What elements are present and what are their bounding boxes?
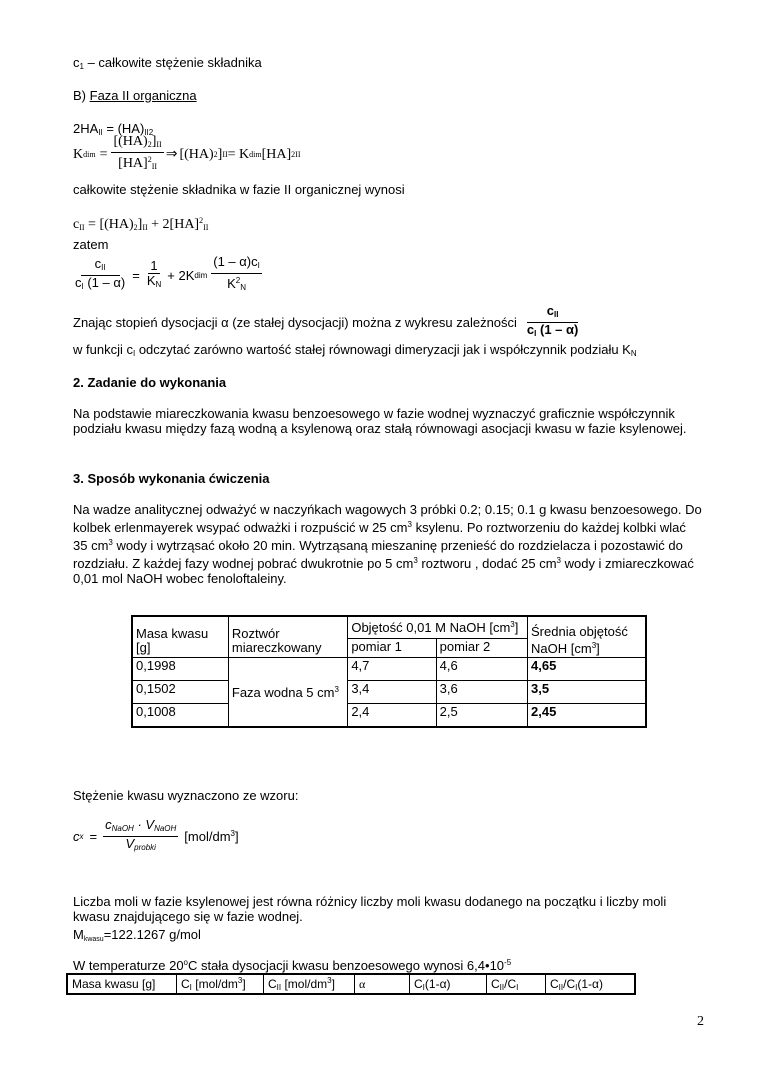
function-line-b-sub: N (630, 349, 637, 358)
concentration-text: Stężenie kwasu wyznaczono ze wzoru: (73, 788, 299, 803)
eq2-rhs-sub2: II (222, 150, 228, 159)
eq5-unit-text: [mol/dm (184, 829, 231, 844)
results-header-row (67, 974, 635, 994)
eq4-frac1 (73, 257, 127, 294)
results-c5-sub: I (422, 982, 425, 992)
eq3-c-sub: II (79, 223, 85, 232)
cell-measure-1: 4,7 (348, 658, 436, 681)
cell-measure-2: 3,6 (436, 681, 527, 704)
eq4-frac3-den (225, 274, 248, 295)
results-col-mass: Masa kwasu [g] (67, 974, 177, 994)
results-col-alpha: α (355, 974, 410, 994)
header-average (528, 616, 646, 658)
header-average-text: Średnia objętość NaOH [cm (531, 624, 628, 656)
temp-c: 10 (489, 958, 505, 973)
results-c7-sub2: I (575, 982, 578, 992)
header-measure-2: pomiar 2 (436, 639, 527, 658)
eq1-lhs-sub: II (98, 128, 103, 137)
eq5-numerator (103, 818, 178, 837)
temp-b: C stała dysocjacji kwasu benzoesowego wynosi 6,4 (188, 958, 485, 973)
temp-dot: • (485, 958, 490, 973)
knowing-line (73, 304, 580, 341)
knowing-den (525, 323, 580, 341)
table-row (132, 704, 646, 727)
eq4-frac3-num (211, 255, 262, 274)
eq2-num-a: [(HA) (113, 134, 148, 149)
eq1-rhs: = (HA) (102, 121, 145, 136)
c1-symbol: c (73, 55, 80, 70)
results-c5-c: C (414, 976, 423, 991)
header-measure-1: pomiar 1 (348, 639, 436, 658)
eq4-d3: K (227, 276, 236, 291)
cell-average: 4,65 (528, 658, 646, 681)
eq4-d3-sup: 2 (235, 276, 241, 285)
eq5-num-v: V (145, 817, 155, 832)
eq4-d2-sub: N (155, 279, 162, 289)
eq2-rhs-sub: 2 (213, 150, 218, 159)
titration-table (131, 615, 647, 728)
temp-a-sup: o (183, 958, 188, 967)
eq2-den: [HA] (118, 156, 148, 171)
knowing-text: Znając stopień dysocjacji α (ze stałej dysocjacji) można z wykresu zależności (73, 315, 517, 330)
eq2-rhs-sup: 2 (291, 150, 296, 159)
results-c6-sub: II (499, 982, 505, 992)
section-b-heading (73, 88, 197, 103)
function-line-b: odczytać zarówno wartość stałej równowagi dimeryzacji jak i współczynnik podziału K (135, 342, 631, 357)
c1-definition (73, 55, 262, 71)
eq1-lhs: 2HA (73, 121, 99, 136)
results-ci-sub: I (189, 983, 192, 992)
procedure-b: ksylenu. Po roztworzeniu do każdej kolbki wlać 35 cm (73, 520, 686, 553)
eq2-denominator (116, 153, 159, 174)
eq4-frac2-den (145, 274, 163, 292)
eq2-k: K (73, 146, 84, 162)
eq3-t3-sub: II (203, 223, 209, 232)
eq5-unit-end: ] (234, 829, 239, 844)
zatem-text: zatem (73, 237, 109, 252)
header-average-end: ] (596, 641, 600, 656)
table-header-row (132, 616, 646, 639)
equation-kdim (73, 135, 301, 174)
eq4-n1-sub: II (101, 262, 106, 272)
eq2-rhs-d: [HA] (261, 146, 292, 162)
results-col-ci-alpha (410, 974, 487, 994)
knowing-num-sub: II (554, 310, 559, 319)
eq5-equals: = (89, 829, 98, 844)
temperature-line (73, 958, 511, 973)
results-col-cii (264, 974, 355, 994)
results-cii-c: C (268, 977, 277, 991)
molar-rest: =122.1267 g/mol (103, 927, 201, 942)
eq2-den-sup: 2 (147, 155, 152, 164)
procedure-a-sup: 3 (407, 520, 412, 529)
molar-mass-line (73, 927, 201, 943)
cell-phase (228, 658, 347, 727)
results-col-ci (177, 974, 264, 994)
eq3-t2: ] (137, 217, 143, 232)
eq4-n1: c (94, 255, 102, 271)
procedure-d-sup: 3 (556, 556, 561, 565)
eq3-t1-sub: 2 (133, 223, 138, 232)
results-c6-c: C (491, 976, 500, 991)
function-line-a: w funkcji c (73, 342, 133, 357)
cell-average: 2,45 (528, 704, 646, 727)
results-c7-c: C (550, 976, 559, 991)
eq3-c: c (73, 217, 80, 232)
header-volume (348, 616, 528, 639)
eq4-d1-sub: I (81, 281, 84, 291)
results-ci-end: ] (242, 977, 246, 991)
total-concentration-text: całkowite stężenie składnika w fazie II organicznej wynosi (73, 182, 405, 197)
eq3-t3: + 2[HA] (147, 217, 200, 232)
heading-task: 2. Zadanie do wykonania (73, 375, 227, 390)
results-c6-sub2: I (516, 982, 519, 992)
cell-measure-2: 2,5 (436, 704, 527, 727)
eq2-rhs-b: ] (217, 146, 223, 162)
results-c7-mid: /C (563, 976, 576, 991)
results-ci-rest: [mol/dm (191, 977, 238, 991)
results-c6-mid: /C (504, 976, 517, 991)
eq2-k-sub: dim (83, 150, 96, 159)
eq5-unit-sup: 3 (230, 829, 235, 838)
results-c7-rest: (1-α) (577, 976, 603, 991)
function-line (73, 342, 637, 358)
knowing-num (527, 304, 579, 323)
results-cii-sub: II (276, 983, 282, 992)
eq5-den-v: V (125, 836, 135, 851)
eq2-equals: = (99, 146, 108, 162)
procedure-a: Na wadze analitycznej odważyć w naczyńkach wagowych 3 próbki 0.2; 0.15; 0.1 g kwasu benzoesowego. Do kolbek erlenmayerek wsypać odważki i rozpuścić w 25 cm (73, 502, 702, 535)
header-average-sup: 3 (591, 641, 597, 650)
c1-subscript: 1 (79, 62, 84, 71)
eq4-plus: + 2K (167, 267, 195, 283)
procedure-e: wody i zmiareczkować 0,01 mol NaOH wobec fenoloftaleiny. (73, 556, 694, 586)
eq4-d2: K (146, 272, 156, 288)
table-row (132, 658, 646, 681)
implies-icon: ⇒ (165, 147, 178, 162)
eq2-rhs-a: [(HA) (179, 146, 214, 162)
eq5-cx: c (73, 829, 80, 844)
eq3-t3-sup: 2 (199, 216, 204, 225)
header-solution: Roztwór miareczkowany (228, 616, 347, 658)
results-c7-sub: II (558, 982, 564, 992)
eq5-num-v-sub: NaOH (154, 824, 177, 833)
results-ci-sup: 3 (237, 976, 243, 985)
eq5-num-c: c (105, 817, 112, 832)
heading-procedure: 3. Sposób wykonania ćwiczenia (73, 471, 270, 486)
moles-paragraph: Liczba moli w fazie ksylenowej jest równa różnicy liczby moli kwasu dodanego na początku i liczby moli kwasu znajdującego się w fazie wodnej. (73, 894, 667, 924)
cell-mass: 0,1008 (132, 704, 228, 727)
eq4-equals: = (132, 267, 140, 283)
eq2-rhs-sub4: II (295, 150, 301, 159)
results-col-ratio-alpha (546, 974, 636, 994)
eq1-rhs-sub: II2 (144, 128, 154, 137)
procedure-c-sup: 3 (413, 556, 418, 565)
cell-measure-1: 2,4 (348, 704, 436, 727)
knowing-den-c: c (526, 322, 535, 337)
header-volume-end: ] (514, 620, 519, 635)
results-table (66, 973, 636, 995)
results-cii-rest: [mol/dm (281, 977, 328, 991)
eq5-denominator (123, 837, 157, 855)
procedure-d: roztworu , dodać 25 cm (417, 556, 557, 571)
eq3-t1: = [(HA) (84, 217, 134, 232)
cell-phase-sup: 3 (334, 685, 339, 695)
eq5-den-v-sub: probki (134, 843, 156, 852)
eq5-num-c-sub: NaOH (111, 824, 134, 833)
cell-measure-2: 4,6 (436, 658, 527, 681)
eq2-numerator (111, 135, 163, 153)
cell-average: 3,5 (528, 681, 646, 704)
table-row (132, 681, 646, 704)
eq2-den-sub: II (151, 162, 158, 171)
results-ci-c: C (181, 977, 190, 991)
equation-concentration (73, 818, 239, 855)
temp-a: W temperaturze 20 (73, 958, 184, 973)
knowing-den-sub: I (534, 329, 537, 338)
eq4-d1b: (1 – α) (83, 274, 126, 290)
procedure-c: wody i wytrząsać około 20 min. Wytrząsaną mieszaninę przenieść do rozdzielacza i pozostawić do rozdziału. Z każdej fazy wodnej pobrać dwukrotnie po 5 cm (73, 538, 683, 571)
eq4-n3-sub: I (257, 261, 260, 270)
eq2-num-b: ] (151, 134, 157, 149)
eq5-unit (184, 829, 238, 844)
cell-mass: 0,1502 (132, 681, 228, 704)
eq4-frac2 (145, 259, 163, 292)
eq4-d3-sub: N (240, 283, 247, 292)
temp-c-sup: -5 (504, 958, 512, 967)
header-mass: Masa kwasu [g] (132, 616, 228, 658)
section-b-prefix: B) (73, 88, 90, 103)
eq2-num-sub: 2 (147, 140, 152, 149)
eq4-n2: 1 (150, 257, 158, 273)
results-c5-rest: (1-α) (424, 976, 451, 991)
molar-m: M (73, 927, 84, 942)
header-volume-text: Objętość 0,01 M NaOH [cm (351, 620, 511, 635)
procedure-paragraph (73, 502, 703, 586)
eq2-rhs-c: = K (227, 146, 250, 162)
cell-measure-1: 3,4 (348, 681, 436, 704)
eq4-plus-sub: dim (194, 270, 208, 280)
eq5-fraction (103, 818, 178, 855)
c1-text: – całkowite stężenie składnika (83, 55, 262, 70)
knowing-den-rest: (1 – α) (536, 322, 579, 337)
page-number: 2 (697, 1014, 704, 1029)
equation-cII (73, 216, 208, 233)
results-col-ratio (487, 974, 546, 994)
function-line-a-sub: I (132, 349, 136, 358)
cell-phase-text: Faza wodna 5 cm (231, 685, 335, 701)
section-b-title: Faza II organiczna (89, 88, 197, 103)
cell-mass: 0,1998 (132, 658, 228, 681)
equation-linear-form (73, 255, 262, 295)
eq4-frac1-num (81, 257, 120, 276)
eq5-cx-sub: x (79, 832, 84, 841)
eq4-frac3 (211, 255, 262, 295)
knowing-fraction (525, 304, 580, 341)
eq3-t2-sub: II (142, 223, 148, 232)
eq4-frac1-den (73, 276, 127, 294)
eq2-num-sub2: II (156, 140, 162, 149)
task-paragraph: Na podstawie miareczkowania kwasu benzoesowego w fazie wodnej wyznaczyć graficznie współczynnik podziału kwasu między fazą wodną a ksylenową oraz stałą równowagi asocjacji kwasu w fazie ksylenowej. (73, 406, 687, 436)
eq2-fraction (111, 135, 163, 174)
eq4-d1a: c (75, 274, 82, 290)
results-cii-end: ] (331, 977, 335, 991)
results-cii-sup: 3 (327, 976, 332, 985)
molar-m-sub: kwasu (83, 936, 104, 943)
knowing-num-c: c (546, 303, 555, 318)
eq5-dot: · (133, 817, 146, 832)
header-volume-sup: 3 (510, 620, 515, 629)
eq4-n3: (1 – α)c (213, 254, 258, 269)
eq2-rhs-sub3: dim (249, 150, 262, 159)
procedure-b-sup: 3 (108, 538, 113, 547)
